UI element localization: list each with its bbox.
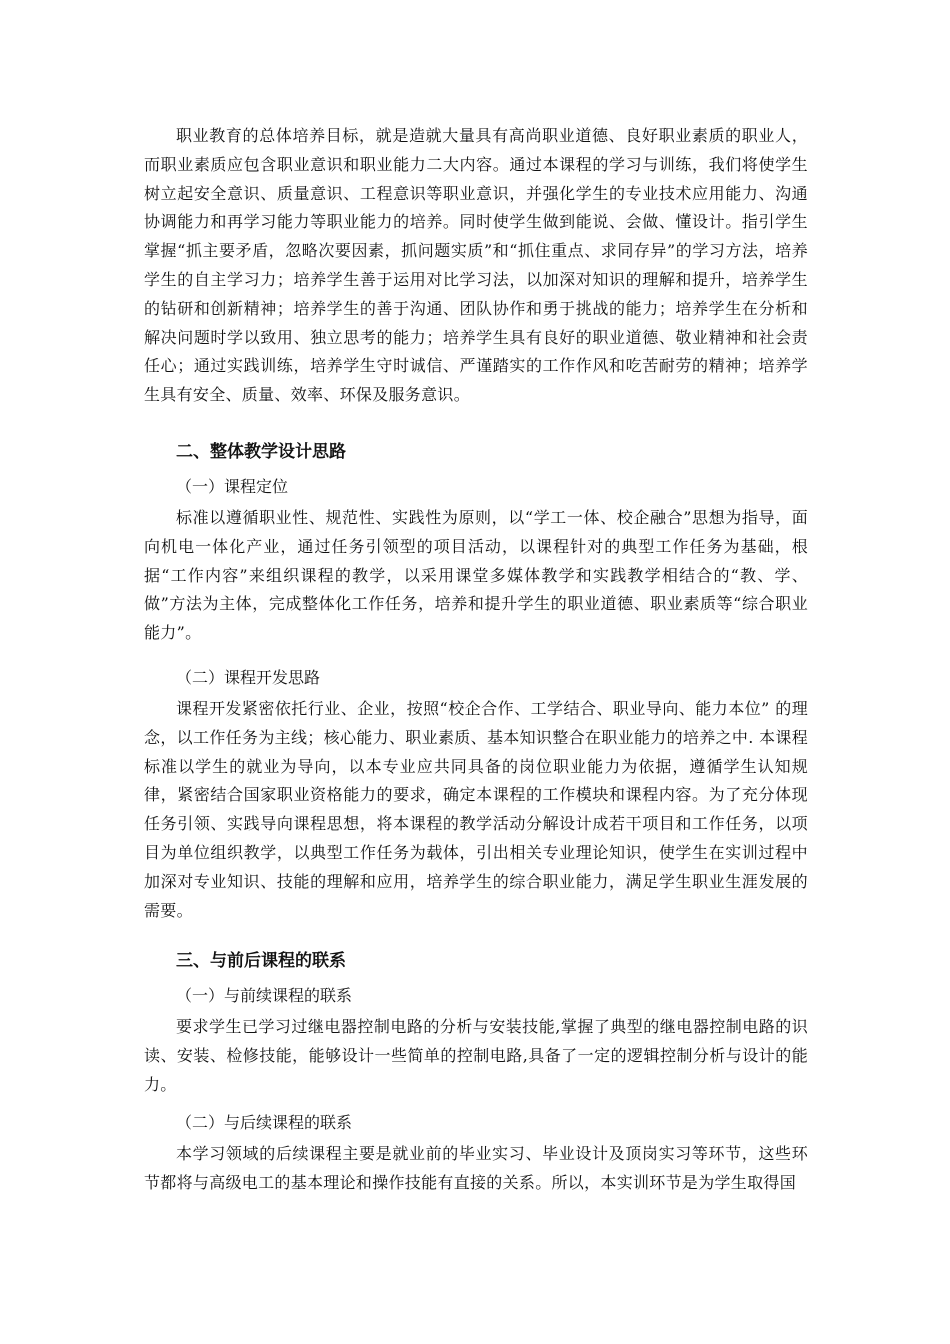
- course-positioning-paragraph: 标准以遵循职业性、规范性、实践性为原则，以“学工一体、校企融合”思想为指导，面向机电一体化产业，通过任务引领型的项目活动，以课程针对的典型工作任务为基础，根据“工作内容”来组织课程的教学，以采用课堂多媒体教学和实践教学相结合的“教、学、做”方法为主体，完成整体化工作任务，培养和提升学生的职业道德、职业素质等“综合职业能力”。: [144, 508, 808, 643]
- subsequent-courses-paragraph: 本学习领域的后续课程主要是就业前的毕业实习、毕业设计及顶岗实习等环节，这些环节都将与高级电工的基本理论和操作技能有直接的关系。所以，本实训环节是为学生取得国: [144, 1144, 808, 1192]
- course-development-paragraph: 课程开发紧密依托行业、企业，按照“校企合作、工学结合、职业导向、能力本位” 的理念，以工作任务为主线；核心能力、职业素质、基本知识整合在职业能力的培养之中. 本课程标准以学生的就业为导向，以本专业应共同具备的岗位职业能力为依据，遵循学生认知规律，紧密结合国家职业资格能力的要求，确定本课程的工作模块和课程内容。为了充分体现任务引领、实践导向课程思想，将本课程的教学活动分解设计成若干项目和工作任务，以项目为单位组织教学，以典型工作任务为载体，引出相关专业理论知识，使学生在实训过程中加深对专业知识、技能的理解和应用，培养学生的综合职业能力，满足学生职业生涯发展的需要。: [144, 699, 808, 920]
- subheading-prior-courses: （一）与前续课程的联系: [176, 986, 353, 1005]
- intro-paragraph: 职业教育的总体培养目标，就是造就大量具有高尚职业道德、良好职业素质的职业人，而职业素质应包含职业意识和职业能力二大内容。通过本课程的学习与训练，我们将使学生树立起安全意识、质量意识、工程意识等职业意识，并强化学生的专业技术应用能力、沟通协调能力和再学习能力等职业能力的培养。同时使学生做到能说、会做、懂设计。指引学生掌握“抓主要矛盾，忽略次要因素，抓问题实质”和“抓住重点、求同存异”的学习方法，培养学生的自主学习力；培养学生善于运用对比学习法，以加深对知识的理解和提升，培养学生的钻研和创新精神；培养学生的善于沟通、团队协作和勇于挑战的能力；培养学生在分析和解决问题时学以致用、独立思考的能力；培养学生具有良好的职业道德、敬业精神和社会责任心；通过实践训练，培养学生守时诚信、严谨踏实的工作作风和吃苦耐劳的精神；培养学生具有安全、质量、效率、环保及服务意识。: [144, 126, 808, 405]
- section-heading-course-relations: 三、与前后课程的联系: [176, 951, 346, 971]
- subheading-course-development: （二）课程开发思路: [176, 668, 321, 687]
- section-heading-overall-design: 二、整体教学设计思路: [176, 442, 346, 462]
- subheading-course-positioning: （一）课程定位: [176, 477, 289, 496]
- subheading-subsequent-courses: （二）与后续课程的联系: [176, 1113, 353, 1132]
- prior-courses-paragraph: 要求学生已学习过继电器控制电路的分析与安装技能,掌握了典型的继电器控制电路的识读、安装、检修技能，能够设计一些简单的控制电路,具备了一定的逻辑控制分析与设计的能力。: [144, 1017, 808, 1094]
